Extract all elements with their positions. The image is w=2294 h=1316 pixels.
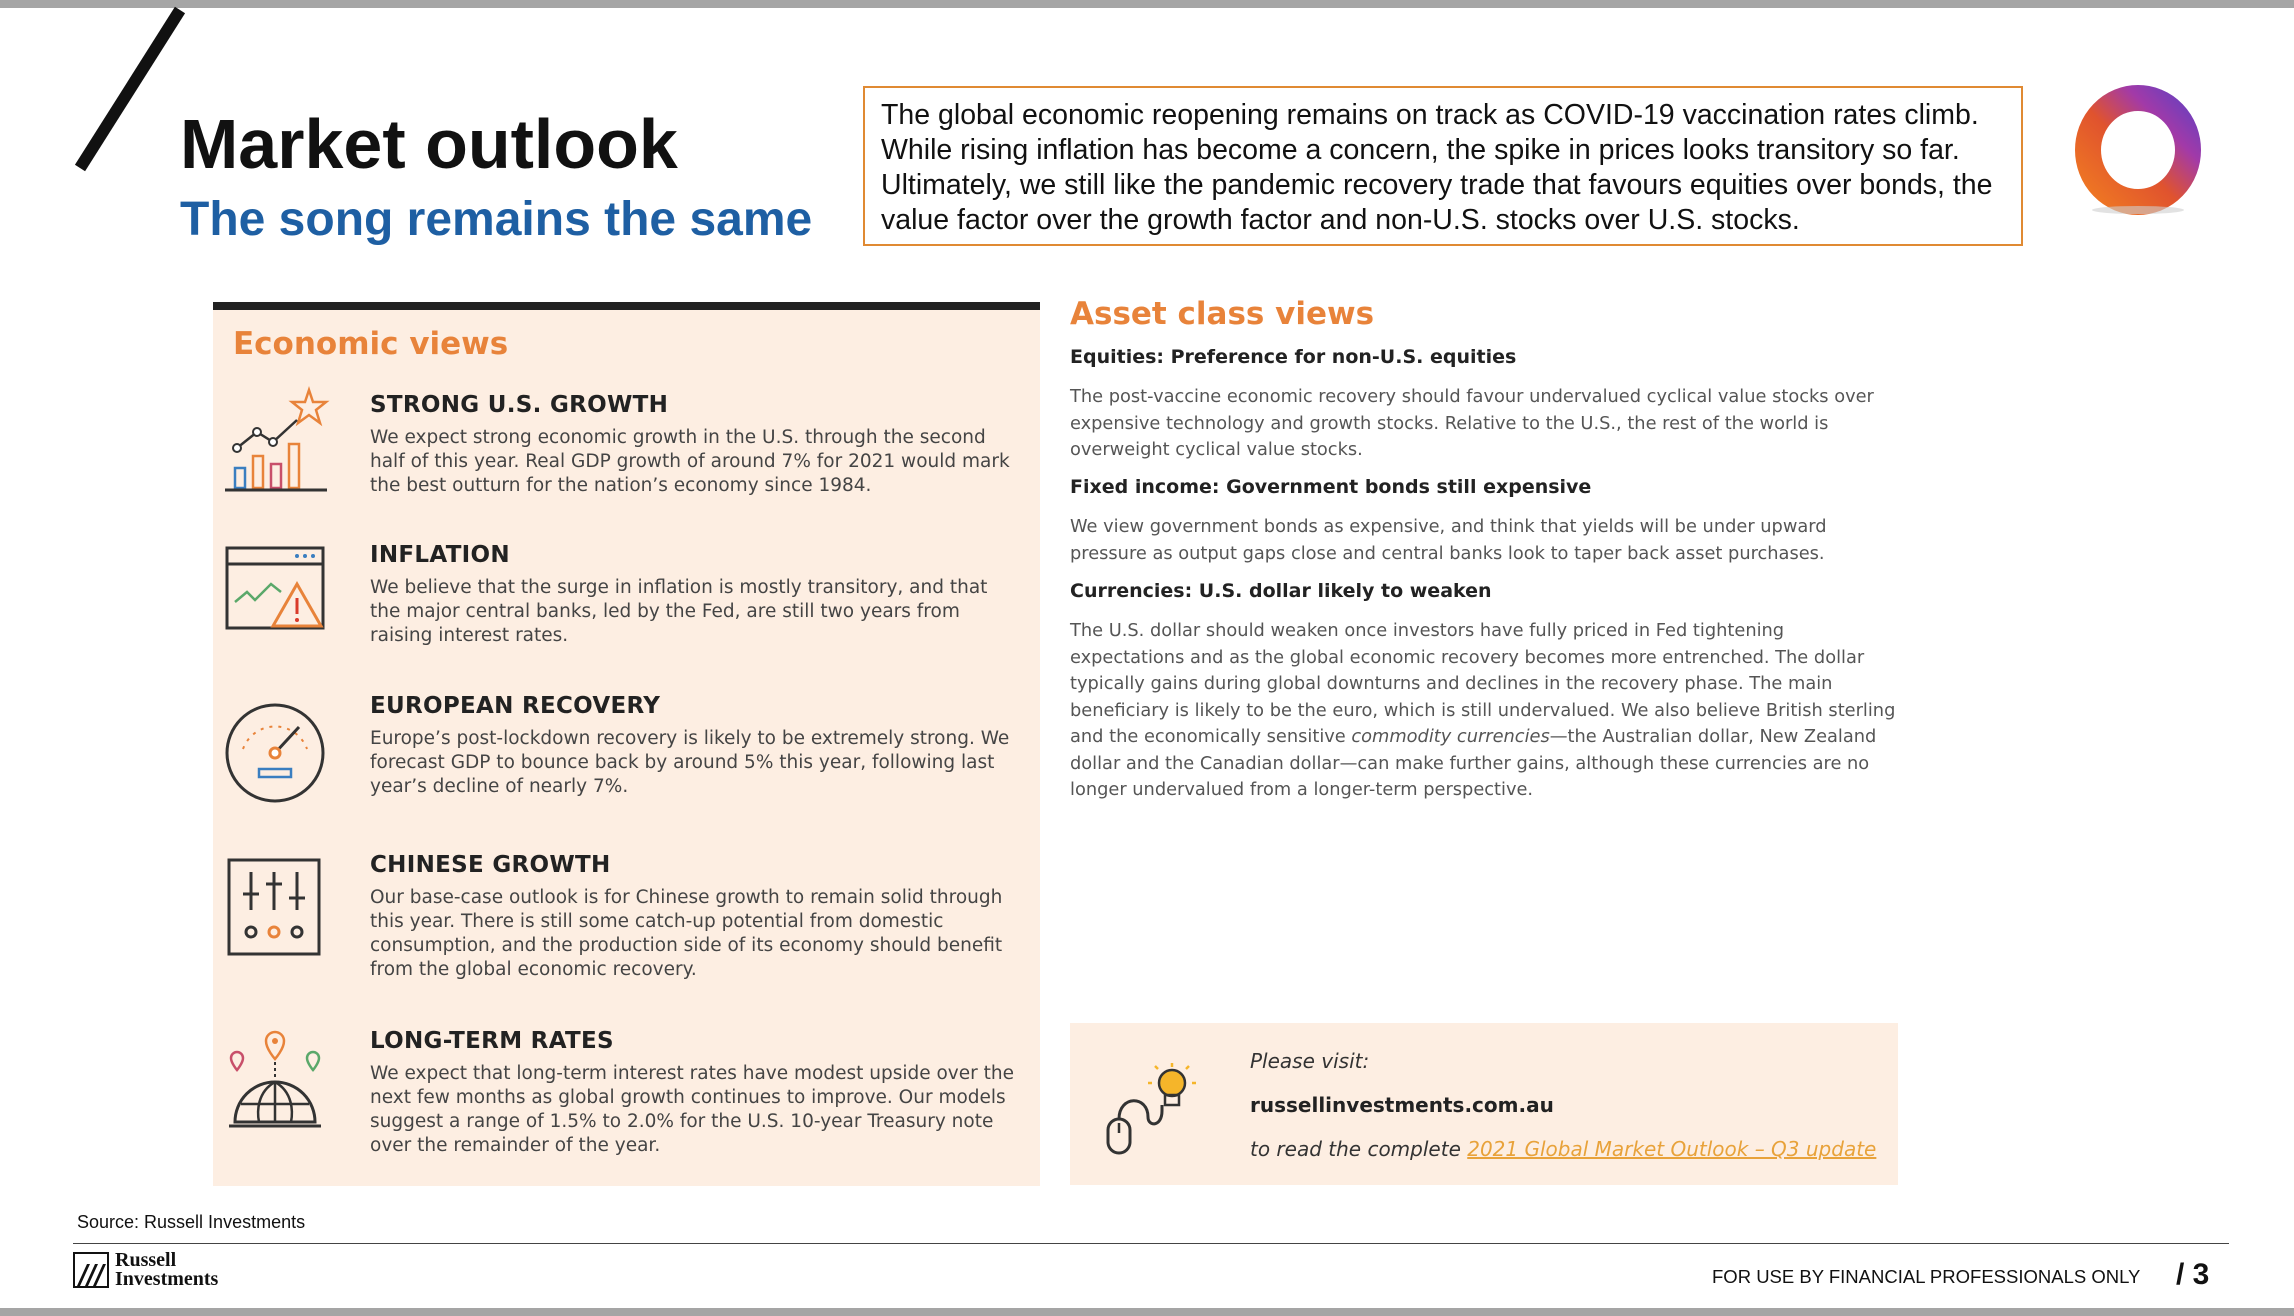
ring-logo-icon (2072, 80, 2204, 216)
mouse-lightbulb-icon (1100, 1061, 1200, 1161)
visit-read-more (1250, 1137, 1876, 1161)
speedometer-icon (223, 697, 333, 807)
economic-views-panel (213, 302, 1040, 1186)
logo-word-investments: Investments (115, 1268, 219, 1290)
sliders-icon (223, 854, 333, 964)
commodity-currencies-term: commodity currencies (1351, 726, 1550, 747)
bottom-border (0, 1308, 2294, 1316)
econ-heading: LONG-TERM RATES (370, 1028, 614, 1054)
econ-heading: STRONG U.S. GROWTH (370, 392, 669, 418)
economic-views-title: Economic views (233, 326, 509, 362)
econ-heading: CHINESE GROWTH (370, 852, 611, 878)
visit-panel (1070, 1023, 1898, 1185)
summary-text: The global economic reopening remains on track as COVID-19 vaccination rates climb. While rising inflation has become a concern, the spike in prices looks transitory so far. Ultimately, we still like the pandemic recovery trade that favours equities over bonds, the value factor over the growth factor and non-U.S. stocks over U.S. stocks. (881, 99, 1993, 236)
econ-text: Europe’s post-lockdown recovery is likely to be extremely strong. We forecast GDP to bounce back by around 5% this year, following last year’s decline of nearly 7%. (370, 728, 1010, 797)
currencies-heading: Currencies: U.S. dollar likely to weaken (1070, 580, 1492, 602)
econ-text: We expect that long-term interest rates have modest upside over the next few months as global growth continues to improve. Our models suggest a range of 1.5% to 2.0% for the U.S. 10-year Treasury note over the remainder of the year. (370, 1063, 1014, 1156)
page-subtitle: The song remains the same (180, 193, 813, 246)
currencies-text-part2: —the Australian dollar, New Zealand dollar and the Canadian dollar—can make further gains, although these currencies are no longer undervalued from a longer-term perspective. (1070, 726, 1877, 800)
equities-text: The post-vaccine economic recovery should favour undervalued cyclical value stocks over expensive technology and growth stocks. Relative to the U.S., the rest of the world is overweight cyclical value stocks. (1070, 386, 1874, 460)
asset-class-views-title: Asset class views (1070, 296, 1375, 332)
econ-text: We believe that the surge in inflation is mostly transitory, and that the major central banks, led by the Fed, are still two years from raising interest rates. (370, 577, 988, 646)
footer-divider (73, 1243, 2229, 1244)
inflation-warning-icon (223, 542, 333, 652)
source-note: Source: Russell Investments (77, 1212, 306, 1232)
econ-text: Our base-case outlook is for Chinese growth to remain solid through this year. There is still some catch-up potential from domestic consumption, and the production side of its economy should benefit from the global economic recovery. (370, 887, 1003, 980)
currencies-text-part1: The U.S. dollar should weaken once investors have fully priced in Fed tightening expectations and as the global economic recovery becomes more entrenched. The dollar typically gains during global downturns and declines in the recovery phase. The main beneficiary is likely to be the euro, which is still undervalued. We also believe British sterling and the economically sensitive (1070, 620, 1896, 747)
russell-logo-mark-icon (73, 1252, 109, 1288)
globe-pins-icon (223, 1028, 333, 1138)
professional-use-disclaimer: FOR USE BY FINANCIAL PROFESSIONALS ONLY (1712, 1266, 2141, 1287)
page-number: / 3 (2176, 1258, 2210, 1291)
equities-heading: Equities: Preference for non-U.S. equities (1070, 346, 1517, 368)
visit-site[interactable]: russellinvestments.com.au (1250, 1093, 1554, 1117)
outlook-report-link[interactable]: 2021 Global Market Outlook – Q3 update (1467, 1137, 1877, 1161)
fixed-income-text: We view government bonds as expensive, and think that yields will be under upward pressure as output gaps close and central banks look to taper back asset purchases. (1070, 516, 1827, 564)
summary-callout (863, 86, 2023, 246)
slash-decoration (70, 6, 190, 172)
page-title: Market outlook (180, 105, 678, 183)
growth-chart-icon (223, 386, 333, 496)
econ-heading: EUROPEAN RECOVERY (370, 693, 661, 719)
top-border (0, 0, 2294, 8)
fixed-income-heading: Fixed income: Government bonds still expensive (1070, 476, 1592, 498)
read-more-prefix: to read the complete (1250, 1137, 1468, 1161)
visit-prompt: Please visit: (1250, 1049, 1370, 1073)
currencies-text (1070, 618, 1900, 804)
logo-word-russell: Russell (115, 1249, 177, 1271)
russell-investments-logo (73, 1250, 243, 1290)
econ-heading: INFLATION (370, 542, 510, 568)
econ-text: We expect strong economic growth in the U.S. through the second half of this year. Real GDP growth of around 7% for 2021 would mark the best outturn for the nation’s economy since 1984. (370, 427, 1010, 496)
